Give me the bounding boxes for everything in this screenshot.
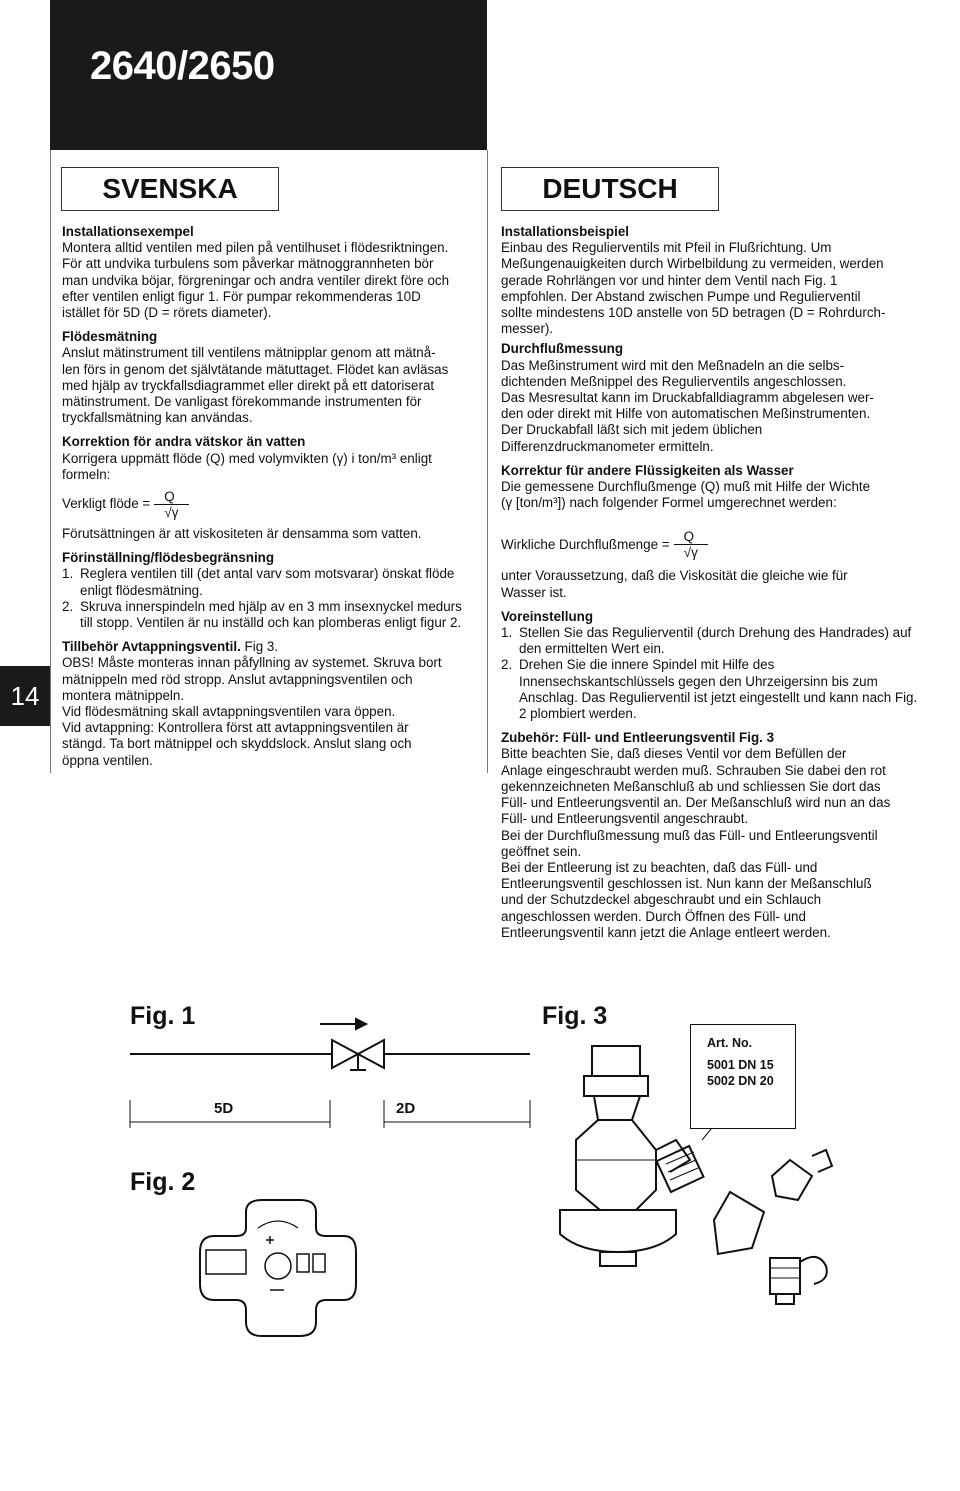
text-line: Meßungenauigkeiten durch Wirbelbildung zu vermeiden, werden	[501, 256, 884, 272]
text-line: efter ventilen enligt figur 1. För pumpar rekommenderas 10D	[62, 288, 421, 304]
text-line: gekennzeichneten Meßanschluß ab und schliessen Sie dort das	[501, 778, 881, 794]
text-line: Montera alltid ventilen med pilen på ventilhuset i flödesriktningen.	[62, 240, 449, 256]
text-line: formeln:	[62, 466, 111, 482]
heading-flow: Durchflußmessung	[501, 341, 624, 357]
text-line: istället för 5D (D = rörets diameter).	[62, 305, 272, 321]
list-item: 1. Stellen Sie das Regulierventil (durch Drehung des Handrades) auf den ermittelten Wert ein.	[501, 625, 912, 657]
page-number: 14	[0, 666, 50, 726]
heading-correction: Korrektur für andere Flüssigkeiten als Wasser	[501, 462, 794, 478]
fig1-title: Fig. 1	[130, 1002, 196, 1030]
text-line: Das Meßinstrument wird mit den Meßnadeln an die selbs-	[501, 357, 845, 373]
text-line: Wasser ist.	[501, 584, 567, 600]
dim-2d-label: 2D	[396, 1100, 416, 1117]
text-line: stängd. Ta bort mätnippel och skyddslock. Anslut slang och	[62, 736, 412, 752]
list-item: 2. Drehen Sie die innere Spindel mit Hilfe des Innensechskantschlüssels gegen den Uhrzeigersinn bis zum Anschlag. Das Regulierventil ist jetzt eingestellt und kann nach Fig. 2 plombiert werden.	[501, 657, 918, 722]
text-line: Vid flödesmätning skall avtappningsventilen vara öppen.	[62, 704, 396, 720]
heading-correction: Korrektion för andra vätskor än vatten	[62, 434, 306, 450]
formula-denominator: √γ	[164, 505, 179, 521]
heading-accessory: Tillbehör Avtappningsventil. Fig 3.	[62, 639, 279, 655]
text-line: tryckfallsmätning kan användas.	[62, 410, 253, 426]
text-line: len förs in genom det självtätande mätuttaget. Flödet kan avläsas	[62, 361, 449, 377]
fig2-handwheel	[200, 1200, 356, 1336]
text-line: Förutsättningen är att viskositeten är densamma som vatten.	[62, 526, 422, 542]
text-line: Anslut mätinstrument till ventilens mätnipplar genom att mätnå-	[62, 345, 436, 361]
heading-installation: Installationsexempel	[62, 224, 194, 239]
text-line: empfohlen. Der Abstand zwischen Pumpe und Regulierventil	[501, 288, 861, 304]
heading-accessory: Zubehör: Füll- und Entleerungsventil Fig. 3	[501, 730, 775, 746]
article-number-box	[690, 1024, 796, 1129]
list-item: 1. Reglera ventilen till (det antal varv som motsvarar) önskat flöde enligt flödesmätning.	[62, 566, 455, 598]
text-line: messer).	[501, 321, 554, 337]
text-line: (γ [ton/m³]) nach folgender Formel umgerechnet werden:	[501, 495, 837, 511]
text-line: Korrigera uppmätt flöde (Q) med volymvikten (γ) i ton/m³ enligt	[62, 450, 432, 466]
text-line: Bei der Entleerung ist zu beachten, daß das Füll- und	[501, 859, 818, 875]
text-line: Anlage eingeschraubt werden muß. Schrauben Sie dabei den rot	[501, 762, 886, 778]
text-line: Entleerungsventil geschlossen ist. Nun kann der Meßanschluß	[501, 876, 872, 892]
section-title-svenska: SVENSKA	[61, 167, 279, 211]
art-label: Art. No.	[707, 1036, 753, 1050]
fig1-pipe-diagram	[130, 1019, 530, 1128]
text-line: Einbau des Regulierventils mit Pfeil in Flußrichtung. Um	[501, 240, 832, 256]
text-line: Vid avtappning: Kontrollera först att avtappningsventilen är	[62, 720, 409, 736]
text-line: geöffnet sein.	[501, 843, 582, 859]
text-line: angeschlossen werden. Durch Öffnen des Füll- und	[501, 908, 806, 924]
list-item: 2. Skruva innerspindeln med hjälp av en 3 mm insexnyckel medurs till stopp. Ventilen är nu inställd och kan plomberas enligt figur 2.	[62, 598, 462, 631]
text-line: man undvika böjar, förgreningar och andra ventiler direkt före och	[62, 272, 450, 288]
heading-preset: Voreinstellung	[501, 608, 594, 624]
text-line: Bitte beachten Sie, daß dieses Ventil vor dem Befüllen der	[501, 746, 847, 762]
text-line: mätnippeln med röd stropp. Anslut avtappningsventilen och	[62, 671, 413, 687]
text-line: Differenzdruckmanometer ermitteln.	[501, 438, 714, 454]
text-line: sollte mindestens 10D anstelle von 5D betragen (D = Rohrdurch-	[501, 305, 886, 321]
text-line: För att undvika turbulens som påverkar mätnoggrannheten bör	[62, 256, 434, 272]
formula-label: Verkligt flöde =	[62, 496, 151, 512]
text-line: unter Voraussetzung, daß die Viskosität die gleiche wie für	[501, 568, 848, 584]
text-line: montera mätnippeln.	[62, 687, 185, 703]
text-line: OBS! Måste monteras innan påfyllning av systemet. Skruva bort	[62, 655, 442, 671]
text-line: Bei der Durchflußmessung muß das Füll- und Entleerungsventil	[501, 827, 878, 843]
dim-5d-label: 5D	[214, 1100, 234, 1117]
text-line: med hjälp av tryckfallsdiagrammet eller direkt på ett datoriserat	[62, 377, 435, 393]
text-line: Das Mesresultat kann im Druckabfalldiagramm abgelesen wer-	[501, 390, 874, 406]
text-line: gerade Rohrlängen vor und hinter dem Ventil nach Fig. 1	[501, 272, 838, 288]
formula-label: Wirkliche Durchflußmenge =	[501, 536, 670, 552]
text-line: und der Schutzdeckel abgeschraubt und ein Schlauch	[501, 892, 822, 908]
text-line: Füll- und Entleerungsventil an. Der Meßanschluß wird nun an das	[501, 795, 891, 811]
formula-denominator: √γ	[683, 545, 698, 561]
fig3-title: Fig. 3	[542, 1002, 608, 1030]
fig2-title: Fig. 2	[130, 1168, 196, 1196]
text-line: öppna ventilen.	[62, 752, 153, 768]
heading-flow: Flödesmätning	[62, 329, 158, 345]
section-title-deutsch: DEUTSCH	[501, 167, 719, 211]
text-line: dichtenden Meßnippel des Regulierventils angeschlossen.	[501, 373, 847, 389]
text-line: mätinstrument. De vanligast förekommande instrumenten för	[62, 394, 422, 410]
text-line: Füll- und Entleerungsventil angeschraubt.	[501, 811, 749, 827]
heading-preset: Förinställning/flödesbegränsning	[62, 550, 275, 566]
text-line: den oder direkt mit Hilfe von automatischen Meßinstrumenten.	[501, 406, 871, 422]
page-title: 2640/2650	[90, 44, 275, 88]
formula-numerator: Q	[154, 489, 188, 505]
heading-installation: Installationsbeispiel	[501, 224, 629, 239]
art-line: 5001 DN 15	[707, 1058, 774, 1072]
text-line: Die gemessene Durchflußmenge (Q) muß mit Hilfe der Wichte	[501, 479, 871, 495]
text-line: Der Druckabfall läßt sich mit jedem üblichen	[501, 422, 763, 438]
text-line: Entleerungsventil kann jetzt die Anlage entleert werden.	[501, 924, 831, 940]
art-line: 5002 DN 20	[707, 1074, 774, 1088]
formula-numerator: Q	[674, 529, 708, 545]
